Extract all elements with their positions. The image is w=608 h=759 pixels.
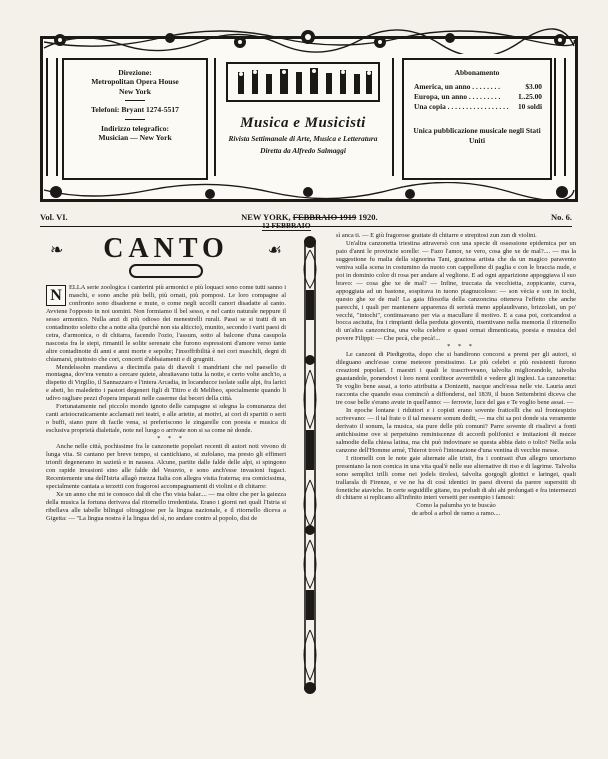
subscription-rates xyxy=(414,82,542,112)
paragraph: sì anca ti. — E giù fragorose grattate di chitarre e strepitosi zun zun di violini. xyxy=(336,232,537,239)
direzione-value: Metropolitan Opera House New York xyxy=(91,77,179,96)
telegraph-value: Musician — New York xyxy=(98,133,172,143)
floral-garland-top xyxy=(40,28,578,54)
telefoni-text: Telefoni: Bryant 1274-5517 xyxy=(91,105,179,115)
drop-cap: N xyxy=(46,285,66,306)
masthead-title-block xyxy=(214,58,392,176)
verse-line: de arbol a arbol de ramo a ramo.... xyxy=(411,510,501,518)
rate-row xyxy=(414,82,542,92)
issue-number: No. 6. xyxy=(550,212,572,222)
rate-label: America, un anno . . . . . . . . xyxy=(414,81,501,91)
article-column-left xyxy=(46,284,286,523)
subscription-note: Unica pubblicazione musicale negli Stati Uniti xyxy=(413,125,541,145)
subscription-box xyxy=(402,58,552,180)
paragraph: Anche nelle città, pochissime fra le canzonette popolari recenti di autori noti vivono di lunga vita. Si cantano per breve tempo, si cantichiano, si zufolano, ma presto gli effimeri trionfi degenerano in sazietà e in nausea. Alcune, partite dalle falde delle alpi, si spingono con rapide invasioni sino alle falde del Vesuvio, e sono anch'esse invasioni fugaci. Recentemente una dell'Istria allagò mezza Italia con allegra visita fraterna; era comicissima, specialmente cantata a terzetti con fragorosi accompagnamenti di violini e di chitarre: xyxy=(46,443,286,490)
orchestra-engraving xyxy=(226,62,380,102)
paragraph: Fortunatamente nel piccolo mondo ignoto delle campagne si sdegna la comunanza dei canti aristocraticamente acclamati nei teatri, e alle ariette, ai motivi, ai cori di spartiti o serii o buffi, siano pure di facile vena, si preferiscono le zingarelle con poesia e musica di esclusiva proprietà dialettale, note nel luogo o arrivate non si sa come nè donde. xyxy=(46,403,286,435)
issue-year: 1920. xyxy=(358,212,378,222)
paragraph: Xe un anno che mi te conosco dal di che t'ho vista balar.... — ma oltre che per la gaiezza della musica la fortuna derivava dal ritornello irredentista. Erano i giorni nei quali l'Istria si ribellava alle tabelle bilingui oltraggiose per la lingua nazionale, e il ritornello diceva a Gigetta: — "La lingua nostra è la lingua del sì, no andare contro al popolo, disi de xyxy=(46,490,286,522)
verse-line: Como la palumba yo te buscào xyxy=(416,502,496,510)
magazine-subtitle: Rivista Settimanale di Arte, Musica e Letteratura xyxy=(228,134,378,143)
article-heading-block xyxy=(46,234,286,282)
paragraph-text: ELLA serie zoologica i canterini più armonici e più loquaci sono come tutti sanno i maschi, e sono anche più belli, più ornati, più pomposi. Le loro compagne al confronto sono disadorne e mute, o come negli uccelli canori disadatte al canto. Avviene l'opposto in noi uomini. Non formiamo il bel sesso, e nel canto naturale neppure il sesso armonico. Nulla anzi di più odioso dei menestrelli rurali. Passi se si tratti di un contadinotto soletto che a notte alta (purchè non sia alticcio), munito, secondo i varii paesi di cetra, d'armonica, o di chitarra, facendo l'ozio, l'assum, sotto al balcone d'una casupola nascosta fra le siepi, rimaniil le solite serenate che furono espressioni d'amore verso tante altre contadinotte di anni e anni morte e sepolte; l'insoffribilità è nei cori maschili, degni di chiamarsi, piuttosto che cori, concerti d'abbaiamenti e di grugniti. xyxy=(46,284,286,363)
telegraph-label: Indirizzo telegrafico: xyxy=(100,123,170,133)
place-name: NEW YORK, xyxy=(241,212,291,222)
editorial-info-box xyxy=(62,58,208,180)
paragraph: I ritornelli con le note gaie alternate alle tristi, fra i contrasti d'un allegro umorismo presentano la non comica in una vita qual'è nelle sue alternative di riso e di lagrime. Talvolta sono semplici trilli come nei jodels tirolesi, talvolta gorgogli glottici e laringei, quali trallarala di Firenze, e ve ne ha di così identici in paesi diversi da parere superstiti di fonetiche ataviche. In certe seguidille gitane, tra preludi di ahi ahi prolungati e fra intermezzi di chitarre si replicano all'infinito interi versetti per esempio i famosi: xyxy=(336,454,576,502)
rate-label: Europa, un anno . . . . . . . . . xyxy=(414,91,501,101)
paragraph: Le canzoni di Piedigrotta, dopo che si bandirono concorsi a premi per gli autori, si dileguano anch'esse come meteore prestissimo. Le più celebri e più resistenti furono creazioni popolari. I maestri i quali le trascrivevano, talvolta migliorandole, talvolta guastandole, ponendovi i loro nomi confiteor avvertibili e vedere gli inglesi. La canzonetta: Te voglio bene assai, a torto attribuita a Donizetti, nacque anch'essa nelle vie. Lauria anzi racconta che quando essa cominciò a diffondersi, nel 1839, il buon Settembrini diceva che tre cose belle s'erano avute in quell'anno: — ferrovie, luce del gas e Te voglio bene assai. — xyxy=(336,351,576,407)
fleuron-icon: ☙ xyxy=(267,242,282,259)
volume-number: Vol. VI. xyxy=(40,212,68,222)
fleuron-icon: ❧ xyxy=(50,242,64,259)
left-ornamental-pillar xyxy=(46,58,58,176)
rate-label: Una copia . . . . . . . . . . . . . . . . . xyxy=(414,101,509,111)
section-stars: * * * xyxy=(447,343,475,351)
rate-row xyxy=(414,92,542,102)
dateline-rule xyxy=(40,226,572,227)
section-stars: * * * xyxy=(157,435,185,443)
paragraph xyxy=(46,284,286,364)
rate-row xyxy=(414,102,542,112)
article-title: CANTO xyxy=(103,233,229,264)
title-flourish xyxy=(129,264,203,278)
paragraph: In epoche lontane i riduttori e i copisti erano sovente fraticelli che sul frontespizio scrivevano: — il tal frate o il tal messere sonum dedit, — ma chi sa poi donde sia veramente derivato il sonum, la musica, sia pure delle più comuni? Parre sovente di risalirvi a fonti antichissime ove si perpetuino reminiscenze di accordi polifonici e imitazioni di mezze salmodie della chiesa latina, ma chi può indovinare se questa abbia dato o tolto? Nella sola canzone dell'Homme armé, Thierot trovò l'intonazione d'una ventina di vecchie messe. xyxy=(336,406,576,454)
rate-value: $3.00 xyxy=(525,81,542,91)
struck-date: FEBBRAIO 1919 xyxy=(292,212,357,222)
floral-garland-bottom xyxy=(40,182,578,204)
ornamental-column-divider xyxy=(296,230,324,700)
subscription-heading: Abbonamento xyxy=(454,68,500,77)
article-column-right xyxy=(336,232,576,518)
paragraph: Mendelssohn mandava a diecimila paia di diavoli i mandriani che nel paesello di montagna, dov'era venuto a cercare quiete, abraitavano tutta la notte, e certo volte anch'io, a dispetto di Virgilio, il Sannazzaro e l'intera Arcadia, in locanducce isolate sulle alpi, fra larici e abeti, ho maledetto i pastori degeneri figli di Titiro e di Melibeo, specialmente quando li udivo ragliare pezzi d'opera imparati nelle caserme dai beceri della città. xyxy=(46,363,286,403)
paragraph: Un'altra canzonetta triestina attraversò con una specie di ossessione epidemica per un paio d'anni le provincie sorelle: — Fazo l'amor, xe vero, cosa ghe xe de mal?.... — ma la suggestione fu malia della signorina Tani, graziosa artista che da un magico paravento veniva sulla scena in costumino da nuoto con cappellone di paglia e con le braccia nude, e poi in dominio color di rosa per andare al veglione. E ad ogni apparizione appoggiava il suo bravo: — cosa ghe xe de mal? — Infine, truccata da vecchietta, zoppicante, curva, appoggiata ad un bastone, sospirava in tuono piagnucoloso: — son vècia e son in tochi, questo ghe xe de mal! La gaia filosofia della canzoncina otteneva l'effetto che anche parecchi, i quali per mantenere apparenza di serietà meno applaudivano, brizzolati, un po' vecchi, "intochi", continuavano per via a macullare il motivo. E a casa poi, coricandosi a bocca asciutta, fra i rimpianti della perduta gioventù, risentivano nella memoria il ritornello di un'altra canzoncina, una volta celebre e quasi ormai dimenticata, poesia e musica del povere Filippi: — Che pecà, che pecà!... xyxy=(336,239,576,343)
rate-value: 10 soldi xyxy=(517,101,542,111)
divider xyxy=(125,100,145,101)
handwritten-date-correction: 12 FEBBRAIO xyxy=(262,221,311,230)
divider xyxy=(125,119,145,120)
rate-value: L.25.00 xyxy=(518,91,542,101)
direzione-label: Direzione: xyxy=(118,68,152,77)
right-ornamental-pillar xyxy=(554,58,566,176)
magazine-title: Musica e Musicisti xyxy=(240,115,366,131)
magazine-director: Diretta da Alfredo Salmaggi xyxy=(260,145,346,155)
